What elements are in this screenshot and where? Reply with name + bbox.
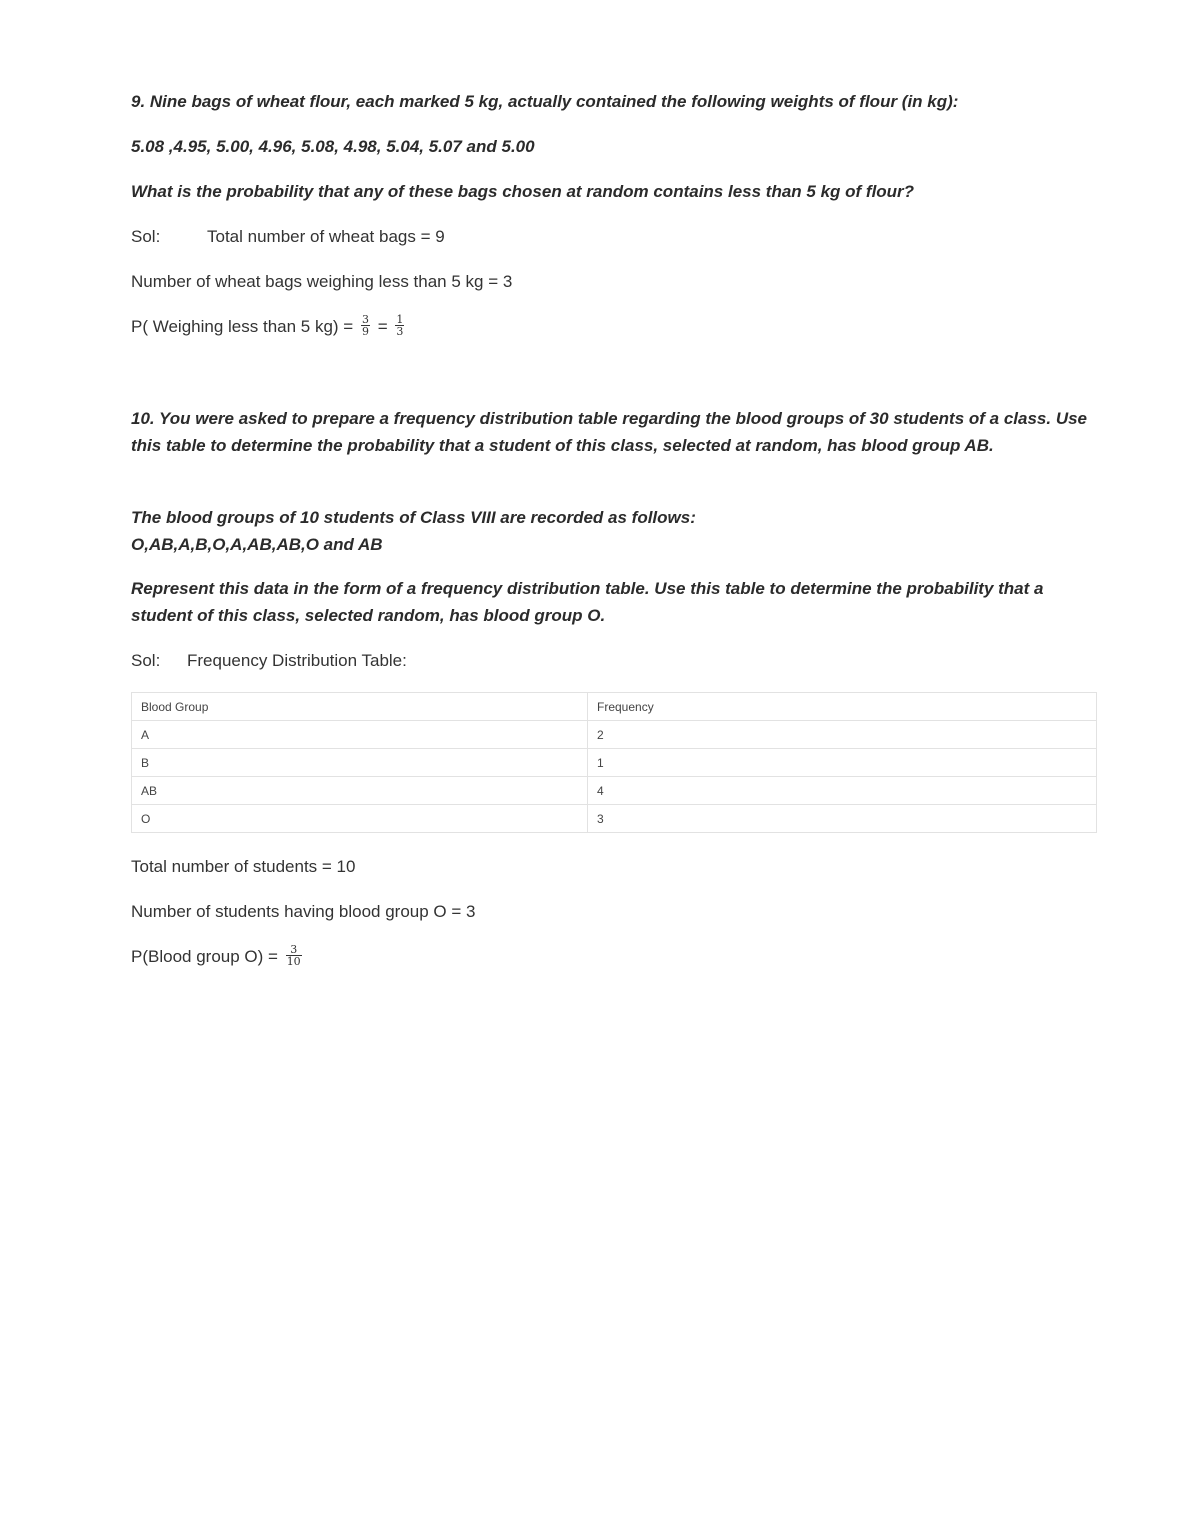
- q9-less: Number of wheat bags weighing less than 5 kg = 3: [131, 272, 513, 291]
- cell-frequency: 3: [588, 805, 1097, 833]
- cell-frequency: 2: [588, 721, 1097, 749]
- q10-represent: Represent this data in the form of a frequency distribution table. Use this table to determine the probability that a student of this class, selected random, has blood group O.: [131, 579, 1044, 625]
- q9-frac1-den: 9: [361, 325, 369, 338]
- q10-sol-label: Sol:: [131, 651, 161, 670]
- q10-prob-prefix: P(Blood group O) =: [131, 946, 278, 966]
- q9-equals: =: [377, 316, 388, 336]
- q10-fraction: [286, 944, 302, 967]
- q9-sol-label: Sol:: [131, 227, 161, 246]
- table-row: [132, 805, 1097, 833]
- q9-prob-prefix: P( Weighing less than 5 kg) =: [131, 316, 354, 336]
- frequency-table: [131, 692, 1097, 833]
- q9-weights: 5.08 ,4.95, 5.00, 4.96, 5.08, 4.98, 5.04, 5.07 and 5.00: [131, 137, 535, 156]
- q9-fraction-2: [395, 314, 404, 337]
- q10-sol-line: [131, 651, 407, 671]
- q9-frac2-num: 1: [396, 313, 404, 326]
- q9-ask: What is the probability that any of these bags chosen at random contains less than 5 kg of flour?: [131, 182, 915, 201]
- q10-frac-den: 10: [286, 955, 301, 968]
- q10-count-o: Number of students having blood group O = 3: [131, 902, 476, 921]
- q9-probability: [131, 313, 407, 339]
- table-row: [132, 749, 1097, 777]
- cell-blood-group: O: [132, 805, 588, 833]
- q9-sol-line: [131, 227, 445, 247]
- table-row: [132, 721, 1097, 749]
- q10-given-line1: The blood groups of 10 students of Class VIII are recorded as follows:: [131, 508, 696, 527]
- cell-blood-group: AB: [132, 777, 588, 805]
- table-header-row: [132, 693, 1097, 721]
- q9-total: Total number of wheat bags = 9: [207, 227, 445, 246]
- header-blood-group: Blood Group: [132, 693, 588, 721]
- q9-frac1-num: 3: [361, 313, 369, 326]
- header-frequency: Frequency: [588, 693, 1097, 721]
- q10-given-line2: O,AB,A,B,O,A,AB,AB,O and AB: [131, 535, 383, 554]
- cell-blood-group: B: [132, 749, 588, 777]
- table-row: [132, 777, 1097, 805]
- q9-fraction-1: [361, 314, 370, 337]
- q10-question: 10. You were asked to prepare a frequency distribution table regarding the blood groups of 30 students of a class. Use this table to determine the probability that a student of this class, selected at random, has blood group AB.: [131, 409, 1088, 455]
- q10-sol-title: Frequency Distribution Table:: [187, 651, 407, 670]
- q10-total: Total number of students = 10: [131, 857, 356, 876]
- cell-frequency: 1: [588, 749, 1097, 777]
- q10-probability: [131, 943, 305, 969]
- cell-frequency: 4: [588, 777, 1097, 805]
- cell-blood-group: A: [132, 721, 588, 749]
- q9-question: 9. Nine bags of wheat flour, each marked 5 kg, actually contained the following weights of flour (in kg):: [131, 92, 959, 111]
- q10-frac-num: 3: [286, 944, 302, 956]
- q9-frac2-den: 3: [396, 325, 404, 338]
